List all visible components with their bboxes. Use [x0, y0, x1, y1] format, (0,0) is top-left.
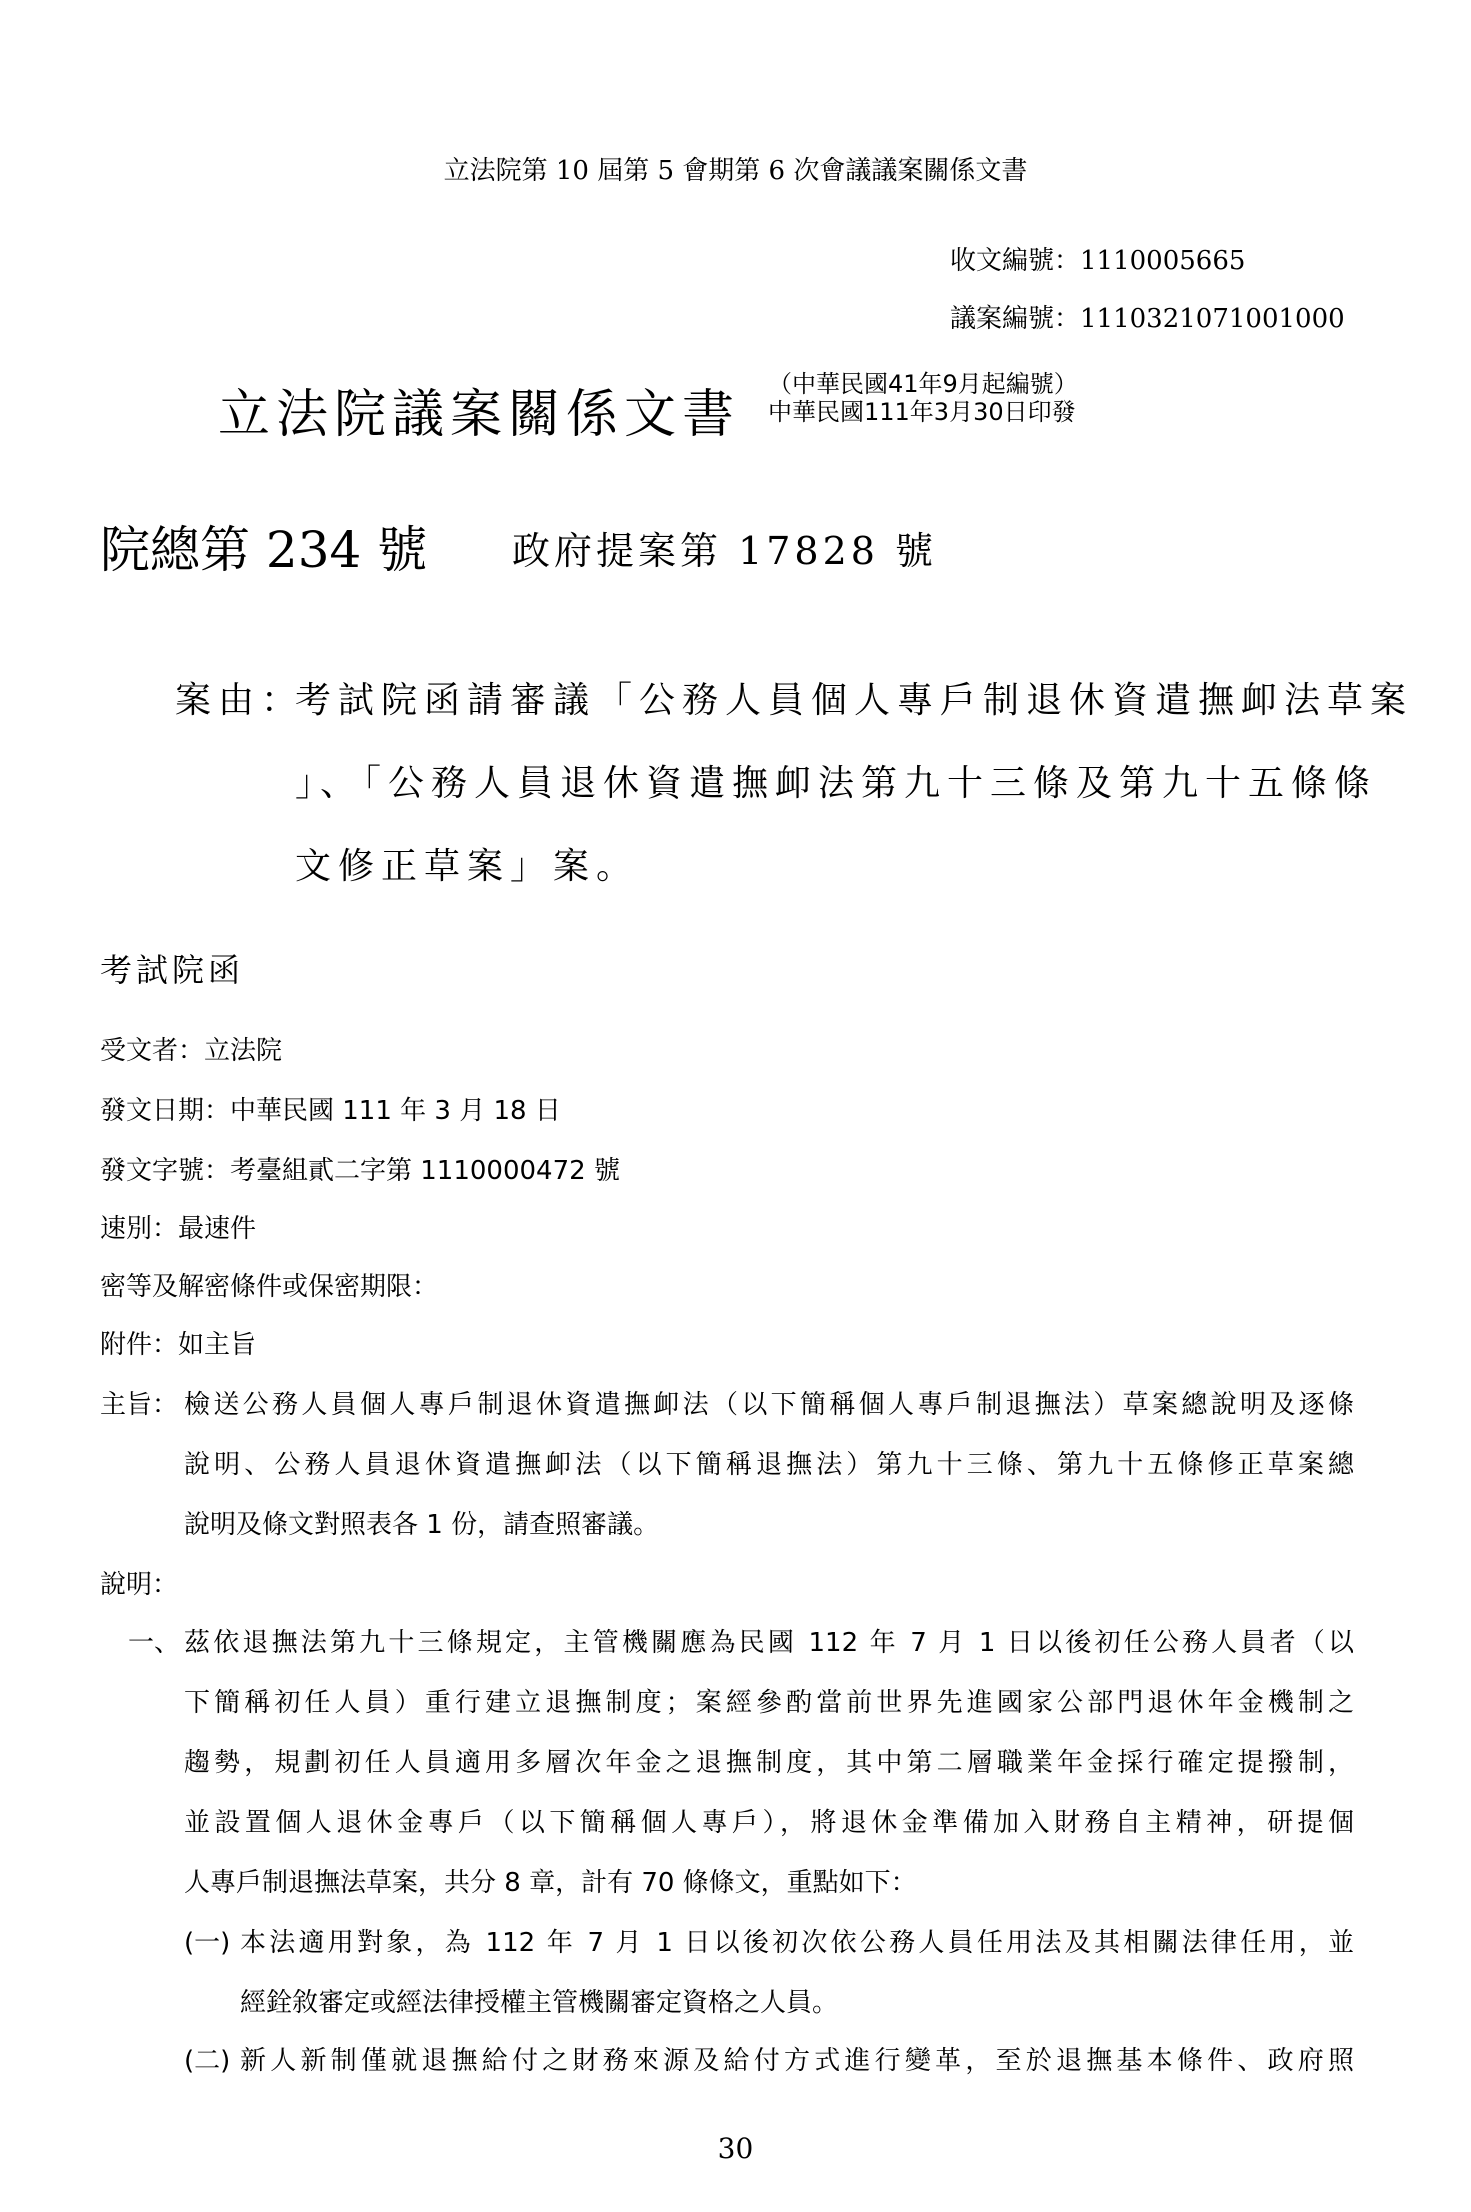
item-1-label: 一、 [128, 1628, 181, 1658]
receipt-number: 收文編號：1110005665 [950, 246, 1246, 276]
recipient-field: 受文者：立法院 [100, 1036, 283, 1066]
sub-item-2-label: (二) [184, 2046, 231, 2076]
item-1-line-1: 茲依退撫法第九十三條規定，主管機關應為民國 112 年 7 月 1 日以後初任公務人員者（以 [184, 1628, 1354, 1658]
main-title: 立法院議案關係文書 [218, 385, 741, 445]
print-date: 中華民國111年3月30日印發 [768, 398, 1076, 426]
subject-line-3: 說明及條文對照表各 1 份，請查照審議。 [184, 1510, 660, 1540]
document-number: 院總第 234 號 [100, 521, 428, 579]
item-1-line-2: 下簡稱初任人員）重行建立退撫制度；案經參酌當前世界先進國家公部門退休年金機制之 [184, 1688, 1354, 1718]
sub-item-1-line-1: 本法適用對象，為 112 年 7 月 1 日以後初次依公務人員任用法及其相關法律任用，並 [240, 1928, 1354, 1958]
reference-field: 發文字號：考臺組貳二字第 1110000472 號 [100, 1156, 620, 1186]
case-line-2: 」、「公務人員退休資遣撫卹法第九十三條及第九十五條條 [295, 763, 1378, 804]
subject-line-2: 說明、公務人員退休資遣撫卹法（以下簡稱退撫法）第九十三條、第九十五條修正草案總 [184, 1450, 1354, 1480]
explanation-label: 說明： [100, 1570, 179, 1600]
secrecy-field: 密等及解密條件或保密期限： [100, 1272, 439, 1302]
sub-item-1-label: (一) [184, 1928, 231, 1958]
item-1-line-5: 人專戶制退撫法草案，共分 8 章，計有 70 條條文，重點如下： [184, 1868, 917, 1898]
item-1-line-4: 並設置個人退休金專戶（以下簡稱個人專戶），將退休金準備加入財務自主精神，研提個 [184, 1808, 1354, 1838]
proposal-number: 政府提案第 17828 號 [512, 529, 938, 573]
sub-item-1-line-2: 經銓敘審定或經法律授權主管機關審定資格之人員。 [240, 1988, 839, 2018]
sub-item-2-line-1: 新人新制僅就退撫給付之財務來源及給付方式進行變革，至於退撫基本條件、政府照 [240, 2046, 1354, 2076]
subject-label: 主旨： [100, 1390, 179, 1420]
item-1-line-3: 趨勢，規劃初任人員適用多層次年金之退撫制度，其中第二層職業年金採行確定提撥制， [184, 1748, 1354, 1778]
issue-date-field: 發文日期：中華民國 111 年 3 月 18 日 [100, 1096, 561, 1126]
case-label: 案由： [175, 680, 305, 721]
numbering-note: （中華民國41年9月起編號） [768, 370, 1078, 398]
case-line-1: 考試院函請審議「公務人員個人專戶制退休資遣撫卹法草案 [295, 680, 1414, 721]
speed-field: 速別：最速件 [100, 1214, 257, 1244]
bill-number: 議案編號：1110321071001000 [950, 304, 1345, 334]
page-number: 30 [717, 2132, 754, 2165]
document-header: 立法院第 10 屆第 5 會期第 6 次會議議案關係文書 [443, 156, 1028, 186]
attachment-field: 附件：如主旨 [100, 1330, 257, 1360]
subject-line-1: 檢送公務人員個人專戶制退休資遣撫卹法（以下簡稱個人專戶制退撫法）草案總說明及逐條 [184, 1390, 1354, 1420]
sender-heading: 考試院函 [100, 951, 245, 989]
case-line-3: 文修正草案」案。 [295, 846, 640, 887]
